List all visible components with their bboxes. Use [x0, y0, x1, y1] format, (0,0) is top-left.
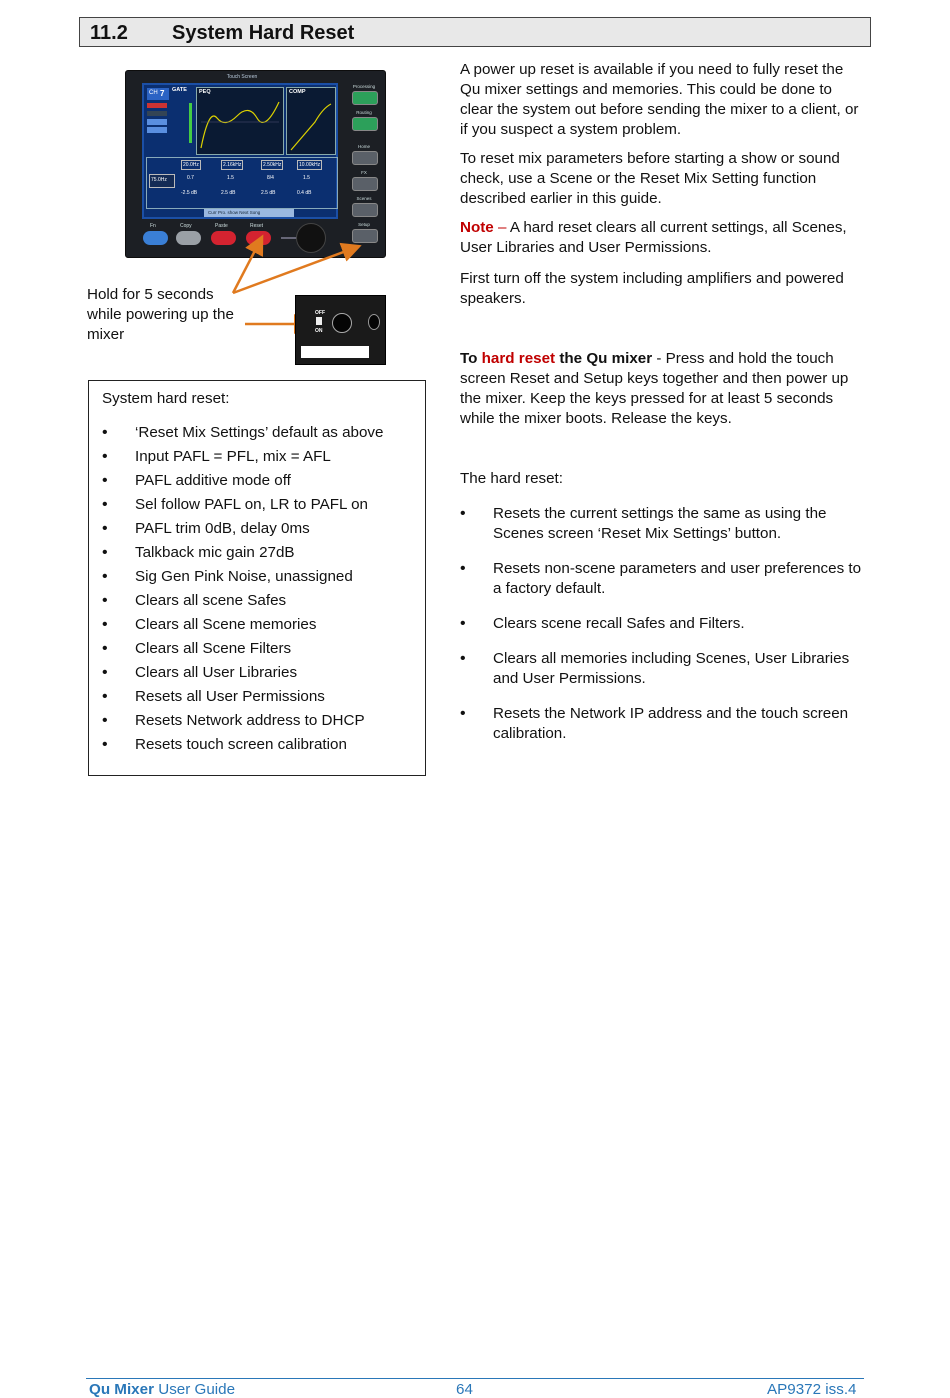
screen-title: Touch Screen	[226, 74, 258, 80]
list-item: • Resets non-scene parameters and user preferences to a factory default.	[460, 560, 862, 597]
box-list	[102, 423, 422, 759]
channel-number: 7	[160, 89, 165, 98]
footer-rule	[86, 1378, 864, 1379]
comp-graph	[286, 87, 336, 155]
peq-curve	[197, 88, 283, 154]
band1-gain: -2.5 dB	[181, 190, 198, 196]
list-item: • Resets touch screen calibration	[102, 736, 347, 753]
document-id: AP9372 iss.4	[767, 1381, 857, 1398]
list-item: • Resets the Network IP address and the touch screen calibration.	[460, 705, 849, 742]
gate-meter	[189, 103, 192, 143]
list-item: • PAFL trim 0dB, delay 0ms	[102, 520, 310, 537]
section-number: 11.2	[90, 22, 128, 44]
intro-paragraph-4: First turn off the system including amplifiers and powered speakers.	[460, 270, 844, 307]
home-key[interactable]	[352, 151, 378, 165]
list-item: • Sig Gen Pink Noise, unassigned	[102, 568, 353, 585]
gate-label: GATE	[172, 87, 187, 93]
band-values	[181, 160, 331, 206]
hpf-value: 75.0Hz	[151, 177, 167, 183]
instruction-text: - Press and hold the touch screen Reset and Setup keys together and then power up the mixer. Keep the keys pressed for at least 5 seconds while the mixer boots. Release the keys.	[460, 350, 849, 427]
footer-title	[89, 1381, 235, 1398]
instruction-lead-b: the Qu mixer	[555, 350, 653, 367]
system-hard-reset-box	[88, 380, 426, 776]
hold-instruction-label: Hold for 5 seconds while powering up the mixer	[87, 286, 234, 343]
list-item: • Clears all Scene memories	[102, 616, 317, 633]
band4-freq: 10.00kHz	[299, 162, 321, 168]
fx-key-label: FX	[361, 170, 367, 175]
serial-label	[301, 346, 369, 358]
footer-product: Qu Mixer	[89, 1381, 154, 1398]
routing-key[interactable]	[352, 117, 378, 131]
scenes-key-label: Scenes	[356, 196, 372, 201]
list-item: • Sel follow PAFL on, LR to PAFL on	[102, 496, 368, 513]
instruction-lead-a: To	[460, 350, 482, 367]
callout-arrows	[225, 225, 375, 305]
band2-gain: 2.5 dB	[221, 190, 236, 196]
list-item: • Resets Network address to DHCP	[102, 712, 365, 729]
channel-label: CH	[149, 90, 158, 96]
page-number: 64	[456, 1381, 473, 1398]
list-item: • Resets all User Permissions	[102, 688, 325, 705]
hard-reset-list	[460, 504, 865, 744]
band2-q: 1.5	[227, 175, 234, 181]
instruction-lead-red: hard reset	[481, 350, 556, 367]
band3-gain: 2.5 dB	[261, 190, 276, 196]
comp-curve	[287, 88, 335, 154]
list-item: • Clears all scene Safes	[102, 592, 287, 609]
fn-button[interactable]	[143, 231, 168, 245]
intro-paragraph-2: To reset mix parameters before starting a show or sound check, use a Scene or the Reset Mix Setting function described earlier in this guide.	[460, 150, 840, 207]
copy-button[interactable]	[176, 231, 201, 245]
band2-freq: 2.16kHz	[223, 162, 242, 168]
processing-key-label: Processing	[352, 84, 376, 89]
copy-label: Copy	[180, 223, 192, 229]
comp-label: COMP	[289, 89, 306, 95]
power-socket	[332, 313, 352, 333]
note-paragraph	[460, 218, 865, 258]
list-item: • PAFL additive mode off	[102, 472, 291, 489]
power-off-label: OFF	[315, 310, 325, 316]
routing-key-label: Routing	[356, 110, 372, 115]
band4-q: 1.5	[303, 175, 310, 181]
list-item: • Clears scene recall Safes and Filters.	[460, 615, 745, 632]
connector	[368, 314, 380, 330]
hpf-box	[149, 174, 175, 188]
list-item: • ‘Reset Mix Settings’ default as above	[102, 424, 384, 441]
band3-q: 8/4	[267, 175, 274, 181]
footer-guide: User Guide	[154, 1381, 236, 1398]
instruction-paragraph	[460, 349, 865, 429]
section-title: System Hard Reset	[172, 22, 355, 44]
peq-label: PEQ	[199, 89, 211, 95]
eq-parameters	[146, 157, 338, 209]
paste-label: Paste	[215, 223, 228, 229]
list-item: • Talkback mic gain 27dB	[102, 544, 295, 561]
power-on-label: ON	[315, 328, 323, 334]
note-label: Note	[460, 219, 494, 236]
note-dash: –	[493, 219, 510, 236]
band1-q: 0.7	[187, 175, 194, 181]
list-item: • Clears all memories including Scenes, User Libraries and User Permissions.	[460, 650, 850, 687]
setup-key-label: Setup	[358, 222, 370, 227]
scene-status-text: Curr Pro. show Next Song	[208, 210, 261, 215]
band3-freq: 2.50kHz	[263, 162, 282, 168]
channel-badge	[147, 88, 169, 100]
list-item: • Clears all Scene Filters	[102, 640, 292, 657]
intro-paragraph-1: A power up reset is available if you need to fully reset the Qu mixer settings and memories. This could be done to clear the system out before sending the mixer to a client, or if you suspect a system problem.	[460, 61, 859, 138]
power-toggle[interactable]	[316, 317, 322, 325]
note-text: A hard reset clears all current settings, all Scenes, User Libraries and User Permissions.	[460, 219, 847, 256]
hard-reset-heading: The hard reset:	[460, 470, 563, 487]
band4-gain: 0.4 dB	[297, 190, 312, 196]
home-key-label: Home	[357, 144, 370, 149]
scenes-key[interactable]	[352, 203, 378, 217]
reset-label: Reset	[250, 223, 264, 229]
power-switch-image	[295, 295, 386, 365]
scene-status-bar	[204, 209, 294, 217]
fn-label: Fn	[150, 223, 156, 229]
touch-screen-display	[142, 74, 338, 219]
list-item: • Clears all User Libraries	[102, 664, 298, 681]
processing-key[interactable]	[352, 91, 378, 105]
list-item: • Input PAFL = PFL, mix = AFL	[102, 448, 331, 465]
peq-graph	[196, 87, 284, 155]
list-item: • Resets the current settings the same as using the Scenes screen ‘Reset Mix Settings’ button.	[460, 505, 827, 542]
fx-key[interactable]	[352, 177, 378, 191]
band1-freq: 20.0Hz	[183, 162, 199, 168]
section-heading	[79, 17, 871, 47]
channel-controls	[147, 103, 169, 143]
box-title: System hard reset:	[102, 390, 230, 407]
